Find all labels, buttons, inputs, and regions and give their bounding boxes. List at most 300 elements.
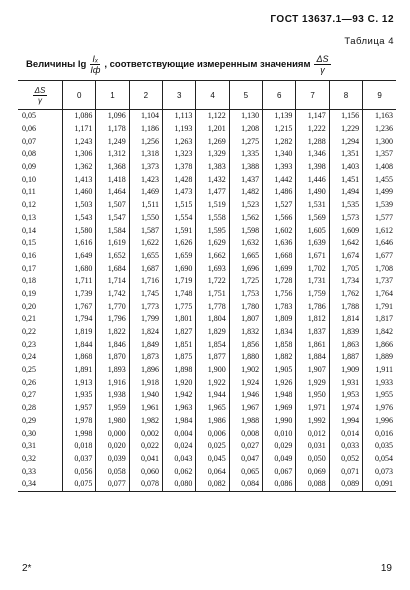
row-ds-value: 0,08: [18, 148, 63, 161]
table-cell: 1,554: [163, 212, 196, 225]
table-cell: 0,045: [196, 453, 229, 466]
table-cell: 0,027: [229, 440, 262, 453]
table-cell: 0,049: [263, 453, 296, 466]
page-number: 19: [380, 563, 392, 574]
table-cell: 0,000: [96, 427, 129, 440]
table-cell: 1,288: [296, 135, 329, 148]
table-cell: 1,827: [163, 326, 196, 339]
table-row: [18, 110, 396, 123]
table-header-row: [18, 81, 396, 110]
table-cell: 1,383: [196, 161, 229, 174]
table-cell: 0,035: [375, 441, 393, 451]
table-cell: 1,900: [196, 364, 229, 377]
table-cell: 1,096: [96, 110, 129, 123]
table-cell: 1,573: [329, 212, 362, 225]
table-cell: 1,913: [63, 376, 96, 389]
table-cell: 0,056: [63, 465, 96, 478]
row-ds-value: 0,32: [18, 453, 63, 466]
table-cell: 1,974: [329, 402, 362, 415]
table-cell: 1,863: [329, 338, 362, 351]
row-ds-value: 0,18: [18, 275, 63, 288]
table-cell: 1,938: [96, 389, 129, 402]
row-ds-value: 0,31: [18, 440, 63, 453]
table-cell: 1,773: [129, 300, 162, 313]
table-cell: 1,340: [263, 148, 296, 161]
table-cell: 1,378: [163, 161, 196, 174]
header-ds-gamma: [18, 81, 63, 110]
table-cell: 1,725: [229, 275, 262, 288]
document-header: ГОСТ 13637.1—93 С. 12: [270, 14, 394, 25]
table-cell: 1,986: [196, 415, 229, 428]
table-cell: 1,854: [196, 338, 229, 351]
table-cell: 0,047: [229, 453, 262, 466]
table-cell: 1,687: [129, 262, 162, 275]
table-cell: 1,794: [63, 313, 96, 326]
table-cell: 1,786: [296, 300, 329, 313]
table-cell: 1,783: [263, 300, 296, 313]
table-cell: 1,882: [263, 351, 296, 364]
row-ds-value: 0,22: [18, 326, 63, 339]
table-cell: 1,294: [329, 135, 362, 148]
row-ds-value: 0,25: [18, 364, 63, 377]
table-cell: 1,693: [196, 262, 229, 275]
row-ds-value: 0,23: [18, 338, 63, 351]
table-cell: 1,920: [163, 376, 196, 389]
table-row: [18, 326, 396, 339]
table-cell: 1,652: [96, 250, 129, 263]
table-cell: 1,256: [129, 135, 162, 148]
table-cell: 1,837: [296, 326, 329, 339]
table-cell: 0,062: [163, 465, 196, 478]
table-cell: 1,748: [163, 288, 196, 301]
table-cell: 1,911: [375, 365, 393, 375]
table-cell: 1,156: [329, 110, 362, 123]
row-ds-value: 0,16: [18, 250, 63, 263]
table-cell: 1,494: [329, 186, 362, 199]
caption-fraction-ds: [314, 54, 330, 75]
table-row: [18, 389, 396, 402]
row-ds-value: 0,07: [18, 135, 63, 148]
table-row: [18, 123, 396, 136]
table-cell: 0,065: [229, 465, 262, 478]
table-cell: 0,008: [229, 427, 262, 440]
row-ds-value: 0,29: [18, 415, 63, 428]
table-cell: 1,215: [263, 123, 296, 136]
table-cell: 1,924: [229, 376, 262, 389]
table-row: [18, 186, 396, 199]
table-cell: 1,139: [263, 110, 296, 123]
table-cell: 1,626: [163, 237, 196, 250]
table-cell: 1,312: [96, 148, 129, 161]
table-cell: 1,990: [263, 415, 296, 428]
header-ds-denominator: γ: [38, 95, 42, 105]
table-cell: 1,791: [375, 301, 393, 311]
table-cell: 0,086: [263, 478, 296, 491]
table-cell: 1,393: [263, 161, 296, 174]
values-table: [18, 80, 396, 492]
caption-ds-denominator: γ: [320, 65, 325, 75]
table-cell: 1,880: [229, 351, 262, 364]
column-header: 9: [363, 81, 396, 110]
table-cell: 1,844: [63, 338, 96, 351]
table-cell: 1,935: [63, 389, 96, 402]
table-cell: 1,887: [329, 351, 362, 364]
table-row: [18, 237, 396, 250]
header-ds-numerator: ΔS: [34, 85, 46, 95]
table-cell: 1,282: [263, 135, 296, 148]
table-cell: 1,696: [229, 262, 262, 275]
table-cell: 1,942: [163, 389, 196, 402]
table-row: [18, 288, 396, 301]
table-cell: 1,756: [263, 288, 296, 301]
table-cell: 1,646: [375, 238, 393, 248]
table-cell: 1,742: [96, 288, 129, 301]
table-cell: 1,163: [375, 111, 393, 121]
table-cell: 1,957: [63, 402, 96, 415]
table-cell: 1,208: [229, 123, 262, 136]
table-cell: 1,566: [263, 212, 296, 225]
table-cell: 1,432: [196, 173, 229, 186]
table-row: [18, 313, 396, 326]
table-cell: 1,961: [129, 402, 162, 415]
row-ds-value: 0,30: [18, 427, 63, 440]
table-cell: 1,812: [296, 313, 329, 326]
table-cell: 1,926: [263, 376, 296, 389]
table-cell: 0,006: [196, 427, 229, 440]
table-label: Таблица 4: [344, 36, 394, 47]
table-cell: 1,437: [229, 173, 262, 186]
table-cell: 1,978: [63, 415, 96, 428]
table-cell: 1,708: [375, 263, 393, 273]
table-cell: 1,684: [96, 262, 129, 275]
table-cell: 1,649: [63, 250, 96, 263]
table-cell: 1,702: [296, 262, 329, 275]
table-cell: 1,543: [63, 212, 96, 225]
table-cell: 1,329: [196, 148, 229, 161]
table-cell: 1,971: [296, 402, 329, 415]
table-cell: 0,075: [63, 478, 96, 491]
table-cell: 1,451: [329, 173, 362, 186]
table-cell: 1,739: [63, 288, 96, 301]
table-cell: 0,091: [363, 478, 396, 491]
table-cell: 1,130: [229, 110, 262, 123]
table-cell: 1,464: [96, 186, 129, 199]
caption-fraction-i: [90, 54, 100, 75]
table-cell: 1,929: [296, 376, 329, 389]
table-cell: 1,677: [375, 250, 393, 260]
table-cell: 1,788: [329, 300, 362, 313]
table-cell: 1,477: [196, 186, 229, 199]
row-ds-value: 0,14: [18, 224, 63, 237]
table-cell: 1,866: [375, 339, 393, 349]
table-row: [18, 402, 396, 415]
table-cell: 1,473: [163, 186, 196, 199]
table-cell: 1,591: [163, 224, 196, 237]
table-cell: 1,905: [263, 364, 296, 377]
table-cell: 0,029: [263, 440, 296, 453]
table-cell: 1,959: [96, 402, 129, 415]
table-cell: 1,690: [163, 262, 196, 275]
table-cell: 1,550: [129, 212, 162, 225]
table-cell: 1,680: [63, 262, 96, 275]
table-cell: 1,834: [263, 326, 296, 339]
table-cell: 1,147: [296, 110, 329, 123]
table-cell: 1,243: [63, 135, 96, 148]
table-body: [18, 110, 396, 492]
table-cell: 0,018: [63, 440, 96, 453]
table-cell: 1,909: [329, 364, 362, 377]
table-cell: 1,535: [329, 199, 362, 212]
table-cell: 1,486: [263, 186, 296, 199]
row-ds-value: 0,27: [18, 389, 63, 402]
table-cell: 1,668: [263, 250, 296, 263]
table-cell: 1,408: [375, 162, 393, 172]
footer-left-mark: 2*: [22, 563, 32, 574]
table-cell: 1,767: [63, 300, 96, 313]
table-cell: 1,636: [263, 237, 296, 250]
caption-prefix: Величины lg: [26, 59, 87, 70]
table-cell: 1,969: [263, 402, 296, 415]
table-cell: 1,955: [375, 390, 393, 400]
table-cell: 1,612: [375, 225, 393, 235]
table-cell: 1,875: [163, 351, 196, 364]
table-cell: 0,089: [329, 478, 362, 491]
table-cell: 1,948: [263, 389, 296, 402]
table-cell: 1,994: [329, 415, 362, 428]
table-cell: 1,950: [296, 389, 329, 402]
table-cell: 0,073: [375, 466, 393, 476]
table-cell: 1,104: [129, 110, 162, 123]
table-cell: 0,025: [196, 440, 229, 453]
table-cell: 1,775: [163, 300, 196, 313]
table-cell: 1,762: [329, 288, 362, 301]
table-cell: 0,052: [329, 453, 362, 466]
table-cell: 1,178: [96, 123, 129, 136]
table-cell: 1,655: [129, 250, 162, 263]
table-row: [18, 376, 396, 389]
table-cell: 1,490: [296, 186, 329, 199]
table-cell: 1,482: [229, 186, 262, 199]
table-cell: 0,069: [296, 465, 329, 478]
table-cell: 1,770: [96, 300, 129, 313]
table-cell: 1,539: [375, 200, 393, 210]
table-cell: 1,619: [96, 237, 129, 250]
table-cell: 0,054: [375, 453, 393, 463]
table-cell: 1,306: [63, 148, 96, 161]
table-row: [18, 135, 396, 148]
table-cell: 1,527: [263, 199, 296, 212]
table-cell: 1,460: [63, 186, 96, 199]
table-cell: 0,067: [263, 465, 296, 478]
table-cell: 1,629: [196, 237, 229, 250]
table-cell: 1,523: [229, 199, 262, 212]
table-cell: 1,734: [329, 275, 362, 288]
caption-middle: , соответствующие измеренным значениям: [104, 59, 311, 70]
table-caption: [26, 54, 396, 75]
table-row: [18, 351, 396, 364]
table-cell: 1,584: [96, 224, 129, 237]
table-cell: 1,388: [229, 161, 262, 174]
table-cell: 1,469: [129, 186, 162, 199]
table-cell: 1,193: [163, 123, 196, 136]
table-cell: 1,171: [63, 123, 96, 136]
table-cell: 1,884: [296, 351, 329, 364]
table-cell: 1,357: [375, 149, 393, 159]
row-ds-value: 0,13: [18, 212, 63, 225]
table-cell: 1,799: [129, 313, 162, 326]
table-cell: 1,751: [196, 288, 229, 301]
table-cell: 1,916: [96, 376, 129, 389]
table-cell: 1,898: [163, 364, 196, 377]
table-cell: 1,569: [296, 212, 329, 225]
table-cell: 1,804: [196, 313, 229, 326]
table-cell: 0,024: [163, 440, 196, 453]
table-cell: 1,980: [96, 415, 129, 428]
table-cell: 1,300: [375, 136, 393, 146]
table-cell: 1,896: [129, 364, 162, 377]
table-cell: 1,499: [375, 187, 393, 197]
table-cell: 1,780: [229, 300, 262, 313]
table-cell: 1,373: [129, 161, 162, 174]
table-row: [18, 364, 396, 377]
table-cell: 1,598: [229, 224, 262, 237]
table-cell: 0,014: [329, 427, 362, 440]
table-cell: 0,064: [196, 465, 229, 478]
table-cell: 1,086: [63, 110, 96, 123]
table-row: [18, 275, 396, 288]
table-cell: 1,547: [96, 212, 129, 225]
table-cell: 1,428: [163, 173, 196, 186]
table-cell: 0,077: [96, 478, 129, 491]
data-table-wrapper: [18, 80, 396, 492]
table-cell: 1,944: [196, 389, 229, 402]
row-ds-value: 0,20: [18, 300, 63, 313]
table-cell: 1,186: [129, 123, 162, 136]
table-row: [18, 415, 396, 428]
table-cell: 1,602: [263, 224, 296, 237]
table-cell: 1,222: [296, 123, 329, 136]
table-cell: 1,822: [96, 326, 129, 339]
table-cell: 1,998: [63, 427, 96, 440]
table-cell: 1,263: [163, 135, 196, 148]
table-cell: 0,080: [163, 478, 196, 491]
column-header: 4: [196, 81, 229, 110]
table-cell: 1,988: [229, 415, 262, 428]
table-cell: 1,323: [163, 148, 196, 161]
table-cell: 0,031: [296, 440, 329, 453]
table-cell: 1,807: [229, 313, 262, 326]
column-header: 2: [129, 81, 162, 110]
table-cell: 0,078: [129, 478, 162, 491]
table-cell: 1,907: [296, 364, 329, 377]
table-cell: 1,503: [63, 199, 96, 212]
table-cell: 0,071: [329, 465, 362, 478]
table-cell: 1,423: [129, 173, 162, 186]
table-cell: 0,082: [196, 478, 229, 491]
table-cell: 1,814: [329, 313, 362, 326]
table-cell: 1,562: [229, 212, 262, 225]
table-cell: 1,868: [63, 351, 96, 364]
table-cell: 1,580: [63, 224, 96, 237]
table-cell: 0,022: [129, 440, 162, 453]
column-header: 5: [229, 81, 262, 110]
table-cell: 0,020: [96, 440, 129, 453]
table-cell: 0,041: [129, 453, 162, 466]
table-cell: 1,642: [329, 237, 362, 250]
row-ds-value: 0,17: [18, 262, 63, 275]
table-cell: 1,711: [63, 275, 96, 288]
table-cell: 1,824: [129, 326, 162, 339]
row-ds-value: 0,09: [18, 161, 63, 174]
table-cell: 1,622: [129, 237, 162, 250]
table-cell: 1,870: [96, 351, 129, 364]
table-cell: 1,609: [329, 224, 362, 237]
table-cell: 1,931: [329, 376, 362, 389]
table-cell: 0,004: [163, 427, 196, 440]
table-row: [18, 262, 396, 275]
table-row: [18, 300, 396, 313]
table-cell: 0,012: [296, 427, 329, 440]
table-row: [18, 161, 396, 174]
table-cell: 1,335: [229, 148, 262, 161]
table-cell: 1,722: [196, 275, 229, 288]
row-ds-value: 0,34: [18, 478, 63, 491]
table-cell: 1,728: [263, 275, 296, 288]
row-ds-value: 0,21: [18, 313, 63, 326]
row-ds-value: 0,05: [18, 110, 63, 123]
table-row: [18, 465, 396, 478]
table-row: [18, 338, 396, 351]
table-row: [18, 250, 396, 263]
table-cell: 0,010: [263, 427, 296, 440]
table-cell: 1,953: [329, 389, 362, 402]
table-cell: 1,201: [196, 123, 229, 136]
table-cell: 0,060: [129, 465, 162, 478]
row-ds-value: 0,19: [18, 288, 63, 301]
table-cell: 1,511: [129, 199, 162, 212]
column-header: 1: [96, 81, 129, 110]
table-row: [18, 199, 396, 212]
table-cell: 1,318: [129, 148, 162, 161]
column-header: 8: [329, 81, 362, 110]
table-cell: 1,639: [296, 237, 329, 250]
table-cell: 1,671: [296, 250, 329, 263]
table-cell: 1,398: [296, 161, 329, 174]
table-cell: 1,851: [163, 338, 196, 351]
table-cell: 0,084: [229, 478, 262, 491]
table-cell: 1,346: [296, 148, 329, 161]
table-cell: 1,849: [129, 338, 162, 351]
table-cell: 1,674: [329, 250, 362, 263]
table-row: [18, 212, 396, 225]
table-cell: 1,249: [96, 135, 129, 148]
table-cell: 1,982: [129, 415, 162, 428]
table-cell: 1,759: [296, 288, 329, 301]
table-cell: 1,918: [129, 376, 162, 389]
row-ds-value: 0,24: [18, 351, 63, 364]
table-cell: 1,455: [375, 174, 393, 184]
table-cell: 1,745: [129, 288, 162, 301]
table-cell: 1,846: [96, 338, 129, 351]
table-cell: 1,996: [375, 415, 393, 425]
table-row: [18, 173, 396, 186]
table-cell: 1,839: [329, 326, 362, 339]
table-cell: 1,113: [163, 110, 196, 123]
table-cell: 1,446: [296, 173, 329, 186]
table-cell: 1,699: [263, 262, 296, 275]
column-header: 3: [163, 81, 196, 110]
table-cell: 1,946: [229, 389, 262, 402]
